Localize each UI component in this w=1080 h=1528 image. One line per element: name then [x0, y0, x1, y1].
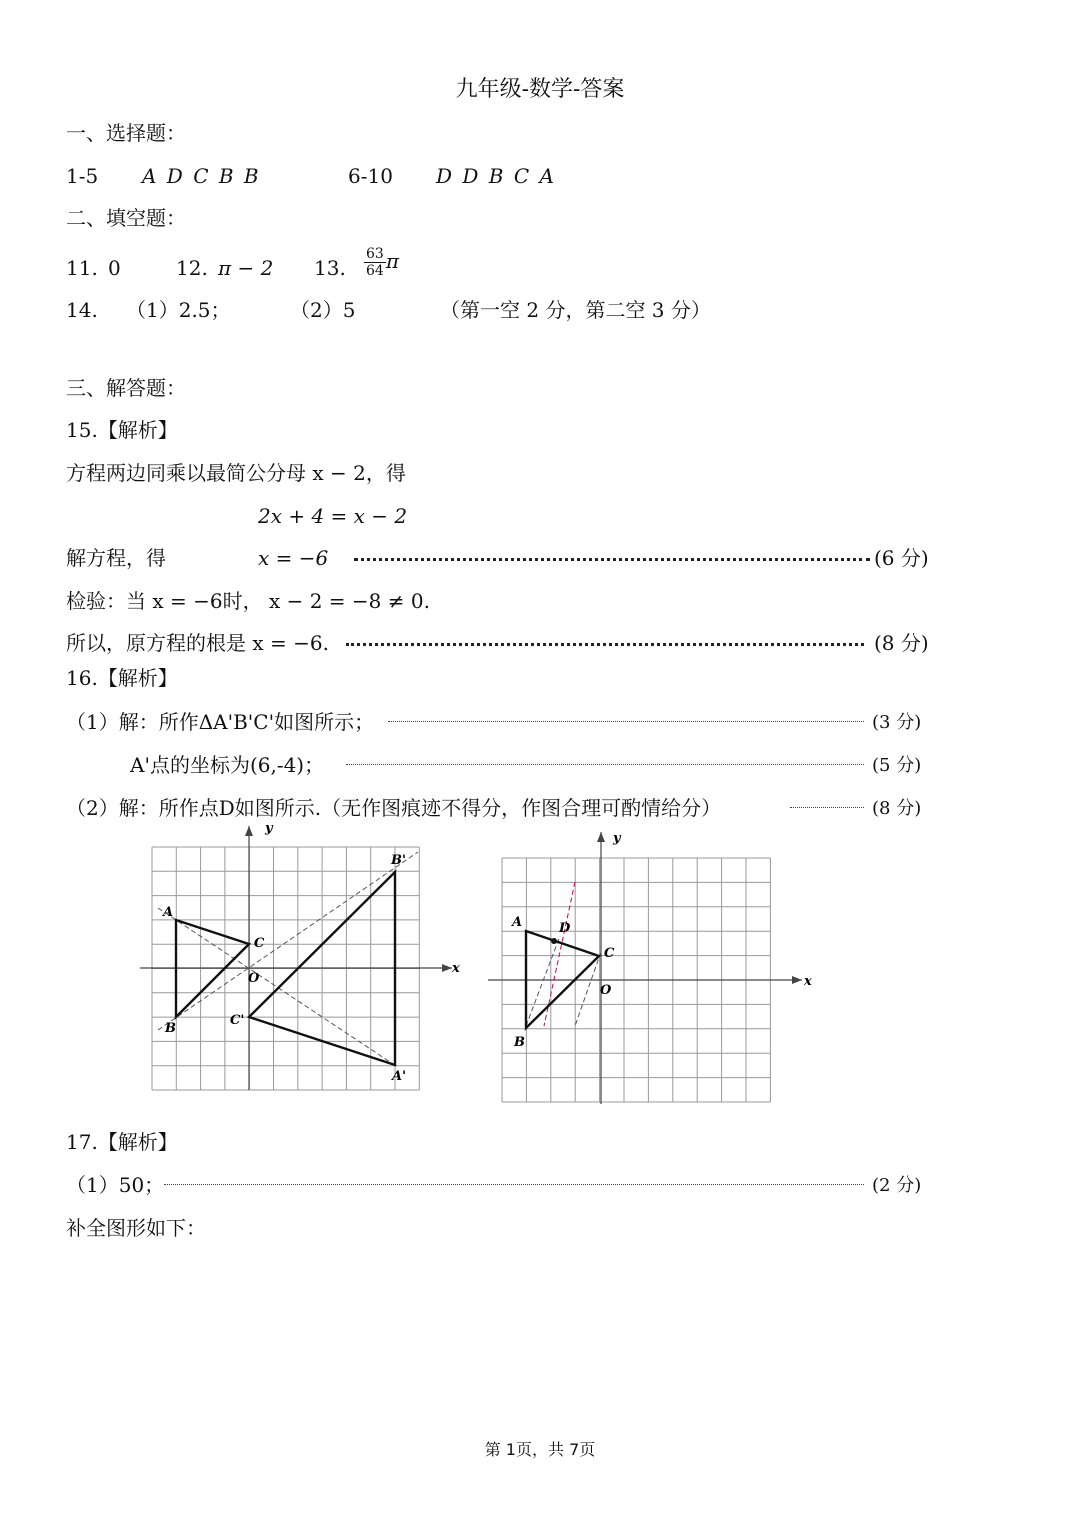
q17-part2: 补全图形如下： — [66, 1216, 206, 1240]
figure1-label-Bp: B' — [391, 853, 406, 868]
q15-line1: 方程两边同乘以最简公分母 x − 2，得 — [66, 461, 406, 485]
q15-conclusion: 所以，原方程的根是 x = −6. — [66, 631, 329, 655]
choice-range-1: 1-5 — [66, 164, 99, 188]
page-title: 九年级-数学-答案 — [455, 77, 625, 102]
q13-fraction: $\frac{63}{64}$ — [366, 246, 384, 279]
figure1-label-A: A — [163, 905, 174, 920]
figure1-y-arrow — [245, 826, 253, 836]
section-heading-choice: 一、选择题： — [66, 121, 186, 145]
figure2-label-x: x — [804, 974, 812, 989]
q12-number: 12. — [176, 256, 208, 280]
q17-score-1: (2 分) — [872, 1175, 922, 1196]
q16-part3: （2）解：所作点D如图所示.（无作图痕迹不得分，作图合理可酌情给分） — [66, 796, 722, 820]
q15-leader-2 — [346, 643, 864, 646]
q15-leader-1 — [354, 558, 870, 561]
q15-equation: 2x + 4 = x − 2 — [258, 504, 408, 528]
q16-part2: A'点的坐标为(6,-4)； — [130, 753, 325, 777]
figure1-label-O: O — [248, 971, 260, 986]
q15-check: 检验：当 x = −6时， x − 2 = −8 ≠ 0. — [66, 589, 430, 613]
q15-heading: 15.【解析】 — [66, 418, 178, 442]
q11-number: 11. — [66, 256, 98, 280]
q16-leader-1 — [388, 721, 864, 722]
q16-leader-3 — [790, 807, 864, 808]
figure-triangle-transform — [130, 820, 470, 1098]
figure1-dashed-AA — [158, 908, 396, 1066]
figure2-label-B: B — [514, 1035, 525, 1050]
q14-part2: （2）5 — [290, 298, 356, 322]
q13-number: 13. — [314, 256, 346, 280]
choice-answers-2: D D B C A — [436, 164, 554, 188]
choice-range-2: 6-10 — [348, 164, 393, 188]
figure1-label-Cp: C' — [230, 1013, 245, 1028]
figure2-y-arrow — [597, 832, 605, 842]
q16-score-3: (8 分) — [872, 798, 922, 819]
figure2-label-C: C — [604, 946, 615, 961]
q15-solve-eq: x = −6 — [258, 546, 329, 570]
figure1-label-Ap: A' — [392, 1069, 407, 1084]
q13-answer: $\frac{63}{64}$ π — [366, 246, 399, 279]
choice-answers-1: A D C B B — [142, 164, 259, 188]
section-heading-solve: 三、解答题： — [66, 376, 186, 400]
figure1-label-B: B — [165, 1021, 176, 1036]
figure2-label-O: O — [600, 983, 612, 998]
q15-score-1: (6 分) — [874, 546, 929, 570]
q11-answer: 0 — [108, 256, 121, 280]
point-D — [551, 938, 557, 944]
section-heading-fill: 二、填空题： — [66, 206, 186, 230]
q16-score-1: (3 分) — [872, 712, 922, 733]
q16-score-2: (5 分) — [872, 755, 922, 776]
q14-score-note: （第一空 2 分，第二空 3 分） — [440, 298, 711, 322]
figure2-label-y: y — [613, 831, 621, 846]
q14-number: 14. — [66, 298, 98, 322]
q16-heading: 16.【解析】 — [66, 666, 178, 690]
figure2-x-arrow — [792, 976, 802, 984]
page-footer: 第 1页，共 7页 — [484, 1440, 596, 1459]
q15-score-2: (8 分) — [874, 631, 929, 655]
figure1-dashed-BB — [158, 852, 418, 1030]
q16-part1: （1）解：所作ΔA'B'C'如图所示； — [66, 710, 375, 734]
figure2-label-A: A — [512, 915, 523, 930]
figure-point-D — [480, 826, 820, 1106]
figure2-dashed-2 — [575, 952, 601, 1026]
figure1-label-C: C — [254, 936, 265, 951]
q17-heading: 17.【解析】 — [66, 1130, 178, 1154]
q14-part1: （1）2.5； — [126, 298, 231, 322]
q17-leader-1 — [164, 1184, 864, 1185]
q12-answer: π − 2 — [218, 256, 274, 280]
q17-part1: （1）50； — [66, 1173, 165, 1197]
figure1-label-x: x — [452, 961, 460, 976]
figure2-label-D: D — [559, 921, 571, 936]
figure1-label-y: y — [265, 821, 273, 836]
figure1-x-arrow — [442, 964, 452, 972]
q15-solve-label: 解方程，得 — [66, 546, 166, 570]
q16-leader-2 — [346, 764, 864, 765]
